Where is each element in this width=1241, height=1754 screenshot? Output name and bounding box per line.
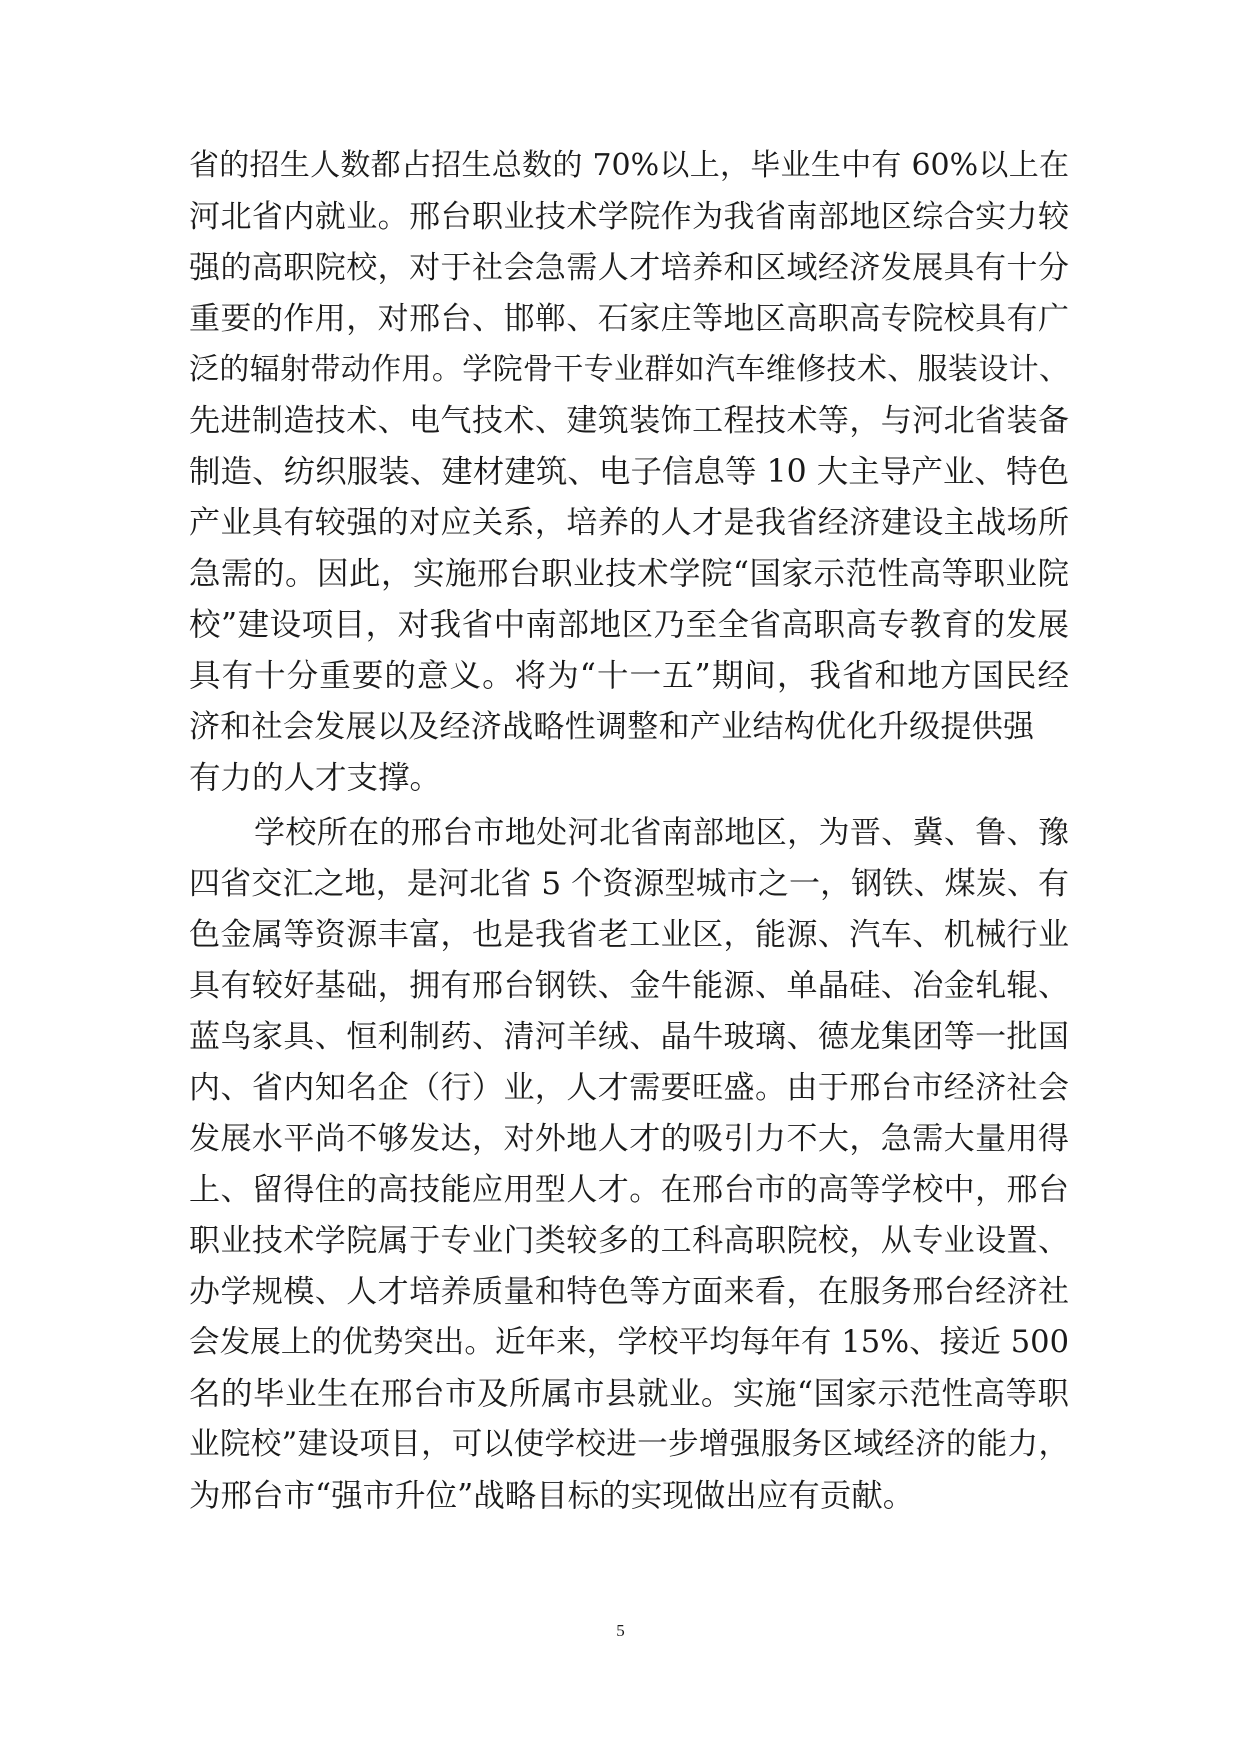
text-line: 具有十分重要的意义。将为“十一五”期间，我省和地方国民经 <box>189 658 1069 694</box>
text-line: 名的毕业生在邢台市及所属市县就业。实施“国家示范性高等职 <box>189 1376 1069 1412</box>
text-line: 制造、纺织服装、建材建筑、电子信息等 10 大主导产业、特色 <box>189 454 1069 490</box>
text-line: 色金属等资源丰富，也是我省老工业区，能源、汽车、机械行业 <box>189 917 1069 953</box>
text-line: 重要的作用，对邢台、邯郸、石家庄等地区高职高专院校具有广 <box>189 301 1069 337</box>
text-line: 职业技术学院属于专业门类较多的工科高职院校，从专业设置、 <box>189 1223 1069 1259</box>
text-line: 学校所在的邢台市地处河北省南部地区，为晋、冀、鲁、豫 <box>254 815 1069 851</box>
text-line: 济和社会发展以及经济战略性调整和产业结构优化升级提供强 <box>189 709 1034 745</box>
text-line: 会发展上的优势突出。近年来，学校平均每年有 15%、接近 500 <box>189 1325 1069 1360</box>
text-line: 有力的人才支撑。 <box>189 760 442 796</box>
text-line: 泛的辐射带动作用。学院骨干专业群如汽车维修技术、服装设计、 <box>189 352 1069 387</box>
text-line: 蓝鸟家具、恒利制药、清河羊绒、晶牛玻璃、德龙集团等一批国 <box>189 1019 1069 1055</box>
text-line: 产业具有较强的对应关系，培养的人才是我省经济建设主战场所 <box>189 505 1069 541</box>
text-line: 河北省内就业。邢台职业技术学院作为我省南部地区综合实力较 <box>189 199 1069 235</box>
text-line: 省的招生人数都占招生总数的 70%以上，毕业生中有 60%以上在 <box>189 148 1069 183</box>
text-line: 业院校”建设项目，可以使学校进一步增强服务区域经济的能力， <box>189 1427 1069 1462</box>
page-number: 5 <box>616 1621 625 1640</box>
text-line: 办学规模、人才培养质量和特色等方面来看，在服务邢台经济社 <box>189 1274 1069 1310</box>
text-line: 为邢台市“强市升位”战略目标的实现做出应有贡献。 <box>189 1478 915 1514</box>
text-line: 上、留得住的高技能应用型人才。在邢台市的高等学校中，邢台 <box>189 1172 1069 1208</box>
text-line: 具有较好基础，拥有邢台钢铁、金牛能源、单晶硅、冶金轧辊、 <box>189 968 1069 1004</box>
text-line: 校”建设项目，对我省中南部地区乃至全省高职高专教育的发展 <box>189 607 1069 643</box>
text-line: 内、省内知名企（行）业，人才需要旺盛。由于邢台市经济社会 <box>189 1070 1069 1106</box>
text-line: 强的高职院校，对于社会急需人才培养和区域经济发展具有十分 <box>189 250 1069 286</box>
text-line: 四省交汇之地，是河北省 5 个资源型城市之一，钢铁、煤炭、有 <box>189 866 1069 902</box>
text-line: 先进制造技术、电气技术、建筑装饰工程技术等，与河北省装备 <box>189 403 1069 439</box>
text-line: 发展水平尚不够发达，对外地人才的吸引力不大，急需大量用得 <box>189 1121 1069 1157</box>
text-line: 急需的。因此，实施邢台职业技术学院“国家示范性高等职业院 <box>189 556 1069 592</box>
